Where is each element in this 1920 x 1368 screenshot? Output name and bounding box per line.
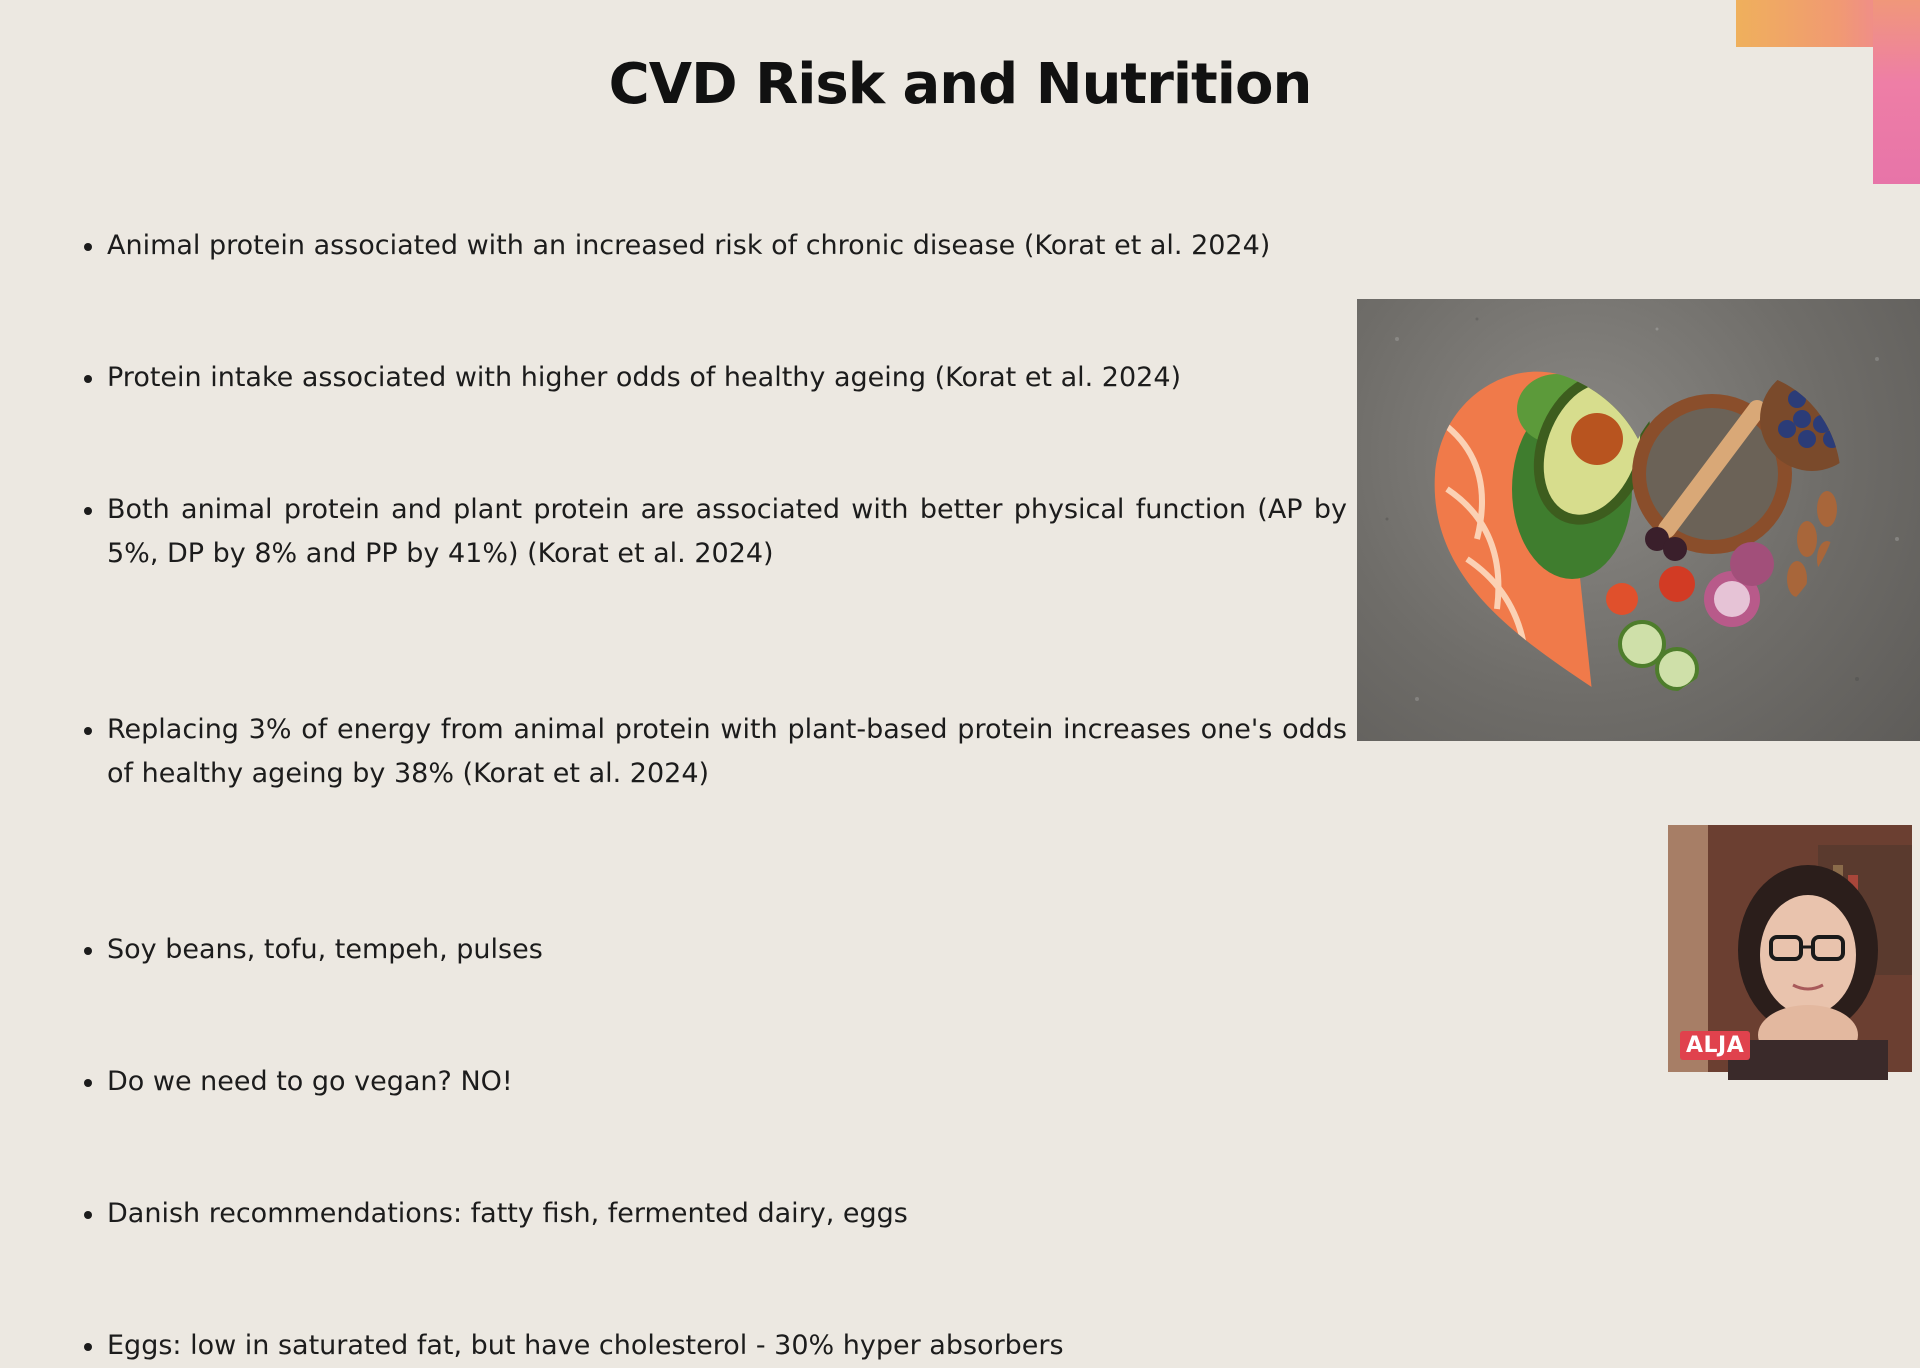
- avocado-pit: [1571, 413, 1623, 465]
- slide-title: CVD Risk and Nutrition: [608, 52, 1312, 117]
- heart-food-illustration: [1357, 299, 1920, 741]
- bullet-item: [80, 356, 1320, 400]
- bullet-text: Both animal protein and plant protein are associated with better physical function (AP by 5%, DP by 8% and PP by 41%) (Korat et al. 2024): [107, 494, 1347, 569]
- bullet-text: Animal protein associated with an increased risk of chronic disease (Korat et al. 2024): [107, 230, 1271, 261]
- bullet-item: [80, 1192, 1320, 1236]
- bullet-item: [80, 488, 1347, 576]
- bullet-dot: [84, 727, 92, 735]
- bullet-list: [80, 224, 1347, 1361]
- bullet-text: Eggs: low in saturated fat, but have cholesterol - 30% hyper absorbers: [107, 1330, 1064, 1361]
- bullet-dot: [84, 1079, 92, 1087]
- bullet-text: Soy beans, tofu, tempeh, pulses: [107, 934, 543, 965]
- webcam-video-overlay: [1668, 825, 1912, 1072]
- bullet-dot: [84, 243, 92, 251]
- broccoli: [1576, 333, 1628, 385]
- bullet-item: [80, 708, 1347, 796]
- bullet-dot: [84, 947, 92, 955]
- heart-food-arrangement: [1417, 333, 1864, 739]
- bullet-item: [80, 224, 1320, 268]
- bullet-dot: [84, 507, 92, 515]
- bullet-text: Protein intake associated with higher odds of healthy ageing (Korat et al. 2024): [107, 362, 1182, 393]
- speaker-name-tag: ALJA: [1680, 1031, 1750, 1060]
- tomato: [1659, 566, 1695, 602]
- blueberry-bowl: [1760, 367, 1864, 471]
- heart-food-image: [1357, 299, 1920, 741]
- bullet-dot: [84, 1211, 92, 1219]
- bullet-item: [80, 928, 1320, 972]
- almonds: [1787, 491, 1837, 597]
- bullet-dot: [84, 375, 92, 383]
- bullet-item: [80, 1060, 1320, 1104]
- bullet-text: Do we need to go vegan? NO!: [107, 1066, 513, 1097]
- bullet-text: Danish recommendations: fatty fish, fermented dairy, eggs: [107, 1198, 908, 1229]
- bullet-text: Replacing 3% of energy from animal protein with plant-based protein increases one's odds of healthy ageing by 38% (Korat et al. 2024): [107, 714, 1347, 789]
- bullet-dot: [84, 1343, 92, 1351]
- bullet-item: [80, 1324, 1320, 1368]
